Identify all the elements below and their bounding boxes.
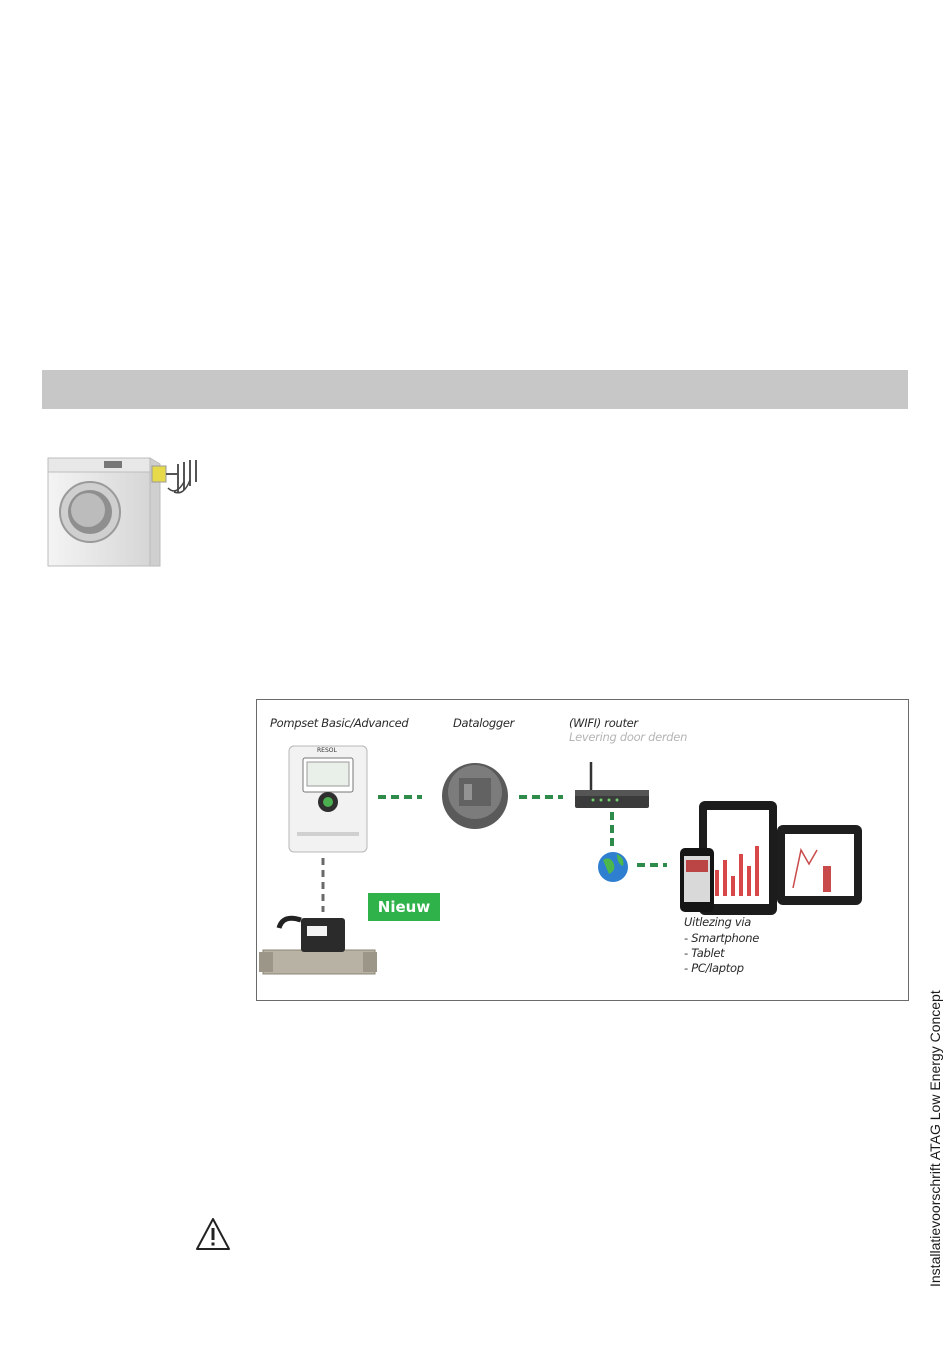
datalogger-label: Datalogger	[453, 716, 515, 730]
internet-globe-icon	[598, 852, 628, 882]
diagram-graphics	[257, 700, 908, 1000]
monitoring-diagram	[256, 699, 909, 1001]
wifi-router	[575, 762, 649, 808]
smartphone	[680, 848, 714, 912]
tablet-small	[777, 825, 862, 905]
section-header-bar	[42, 370, 908, 409]
new-badge: Nieuw	[368, 893, 440, 921]
controller-brand-text: RESOL	[317, 747, 337, 754]
warning-triangle-icon	[194, 1216, 232, 1252]
pompset-controller	[289, 746, 367, 852]
flow-sensor	[259, 918, 377, 974]
readout-item-smartphone: - Smartphone	[684, 931, 759, 945]
router-label: (WIFI) router	[569, 716, 638, 730]
pompset-label: Pompset Basic/Advanced	[270, 716, 409, 730]
router-sublabel: Levering door derden	[569, 730, 688, 744]
readout-item-tablet: - Tablet	[684, 946, 725, 960]
document-vertical-title: Installatievoorschrift ATAG Low Energy Concept	[927, 990, 943, 1287]
readout-item-pc: - PC/laptop	[684, 961, 744, 975]
datalogger-device	[442, 763, 508, 829]
washing-machine-icon	[44, 452, 210, 572]
readout-title: Uitlezing via	[684, 915, 752, 929]
